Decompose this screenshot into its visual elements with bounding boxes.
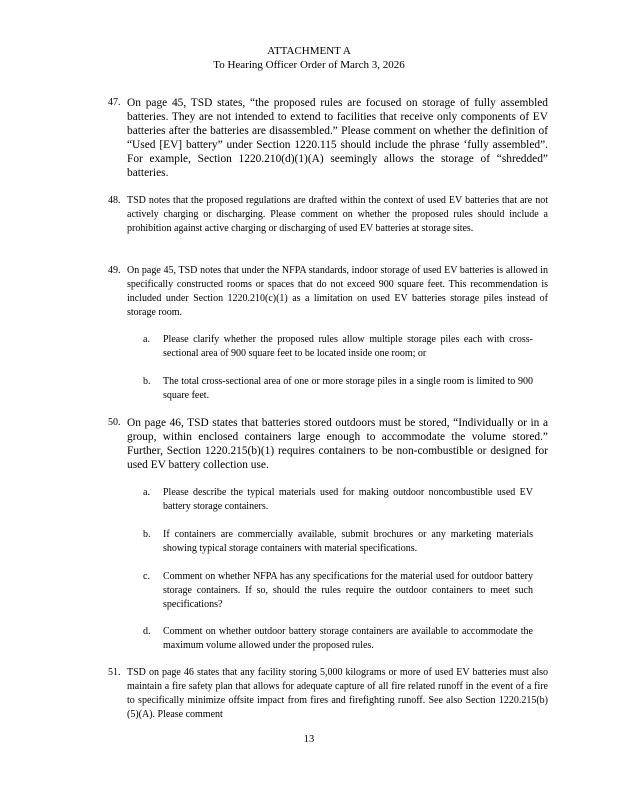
question-51 <box>108 666 548 722</box>
sub-text: The total cross-sectional area of one or more storage piles in a single room is limited to 900 square feet. <box>163 376 533 401</box>
question-50-sub-d <box>143 625 533 653</box>
page-number: 13 <box>303 734 315 745</box>
question-text: On page 45, TSD states, “the proposed rules are focused on storage of fully assembled batteries. They are not intended to extend to facilities that receive only components of EV batteries after the batteries are disassembled.” Please comment on whether the definition of “Used [EV] battery” under Section 1220.115 should include the phrase ‘fully assembled”. For example, Section 1220.210(d)(1)(A) seemingly allows the storage of “shredded” batteries. <box>127 97 548 179</box>
sub-label: a. <box>143 487 150 498</box>
question-number: 51. <box>108 667 121 678</box>
question-text: On page 45, TSD notes that under the NFPA standards, indoor storage of used EV batteries is allowed in specifically constructed rooms or spaces that do not exceed 900 square feet. This recommendation is included under Section 1220.210(c)(1) as a limitation on used EV batteries storage piles instead of storage room. <box>127 265 548 318</box>
question-text: TSD on page 46 states that any facility storing 5,000 kilograms or more of used EV batteries must also maintain a fire safety plan that allows for adequate capture of all fire related runoff in the event of a fire to specifically minimize offsite impact from fires and firefighting runoff. See also Section 1220.215(b)(5)(A). Please comment <box>127 667 548 720</box>
attachment-title: ATTACHMENT A <box>267 45 351 57</box>
order-subtitle: To Hearing Officer Order of March 3, 2026 <box>213 59 405 71</box>
question-number: 48. <box>108 195 121 206</box>
sub-label: b. <box>143 376 151 387</box>
document-header <box>0 44 618 72</box>
sub-label: a. <box>143 334 150 345</box>
sub-text: Comment on whether outdoor battery storage containers are available to accommodate the maximum volume allowed under the proposed rules. <box>163 626 533 651</box>
question-text: TSD notes that the proposed regulations are drafted within the context of used EV batteries that are not actively charging or discharging. Please comment on whether the proposed rules should include a prohibition against active charging or discharging of used EV batteries at storage sites. <box>127 195 548 234</box>
sub-text: Please describe the typical materials used for making outdoor noncombustible used EV battery storage containers. <box>163 487 533 512</box>
sub-text: Please clarify whether the proposed rules allow multiple storage piles each with cross-sectional area of 900 square feet to be located inside one room; or <box>163 334 533 359</box>
question-number: 50. <box>108 417 121 428</box>
question-49-sub-b <box>143 375 533 403</box>
sub-label: c. <box>143 571 150 582</box>
question-50-sub-b <box>143 528 533 556</box>
sub-label: b. <box>143 529 151 540</box>
sub-text: If containers are commercially available, submit brochures or any marketing materials showing typical storage containers with material specifications. <box>163 529 533 554</box>
question-48 <box>108 194 548 236</box>
question-50-sub-a <box>143 486 533 514</box>
question-50 <box>108 416 548 472</box>
question-text: On page 46, TSD states that batteries stored outdoors must be stored, “Individually or in a group, within enclosed containers large enough to accommodate the volume stored.” Further, Section 1220.215(b)(1) requires containers to be non-combustible or designed for used EV battery collection use. <box>127 417 548 471</box>
question-49 <box>108 264 548 320</box>
question-47 <box>108 96 548 180</box>
question-49-sub-a <box>143 333 533 361</box>
sub-label: d. <box>143 626 151 637</box>
question-number: 47. <box>108 97 121 108</box>
question-number: 49. <box>108 265 121 276</box>
sub-text: Comment on whether NFPA has any specifications for the material used for outdoor battery storage containers. If so, should the rules require the outdoor containers to meet such specifications? <box>163 571 533 610</box>
question-50-sub-c <box>143 570 533 612</box>
